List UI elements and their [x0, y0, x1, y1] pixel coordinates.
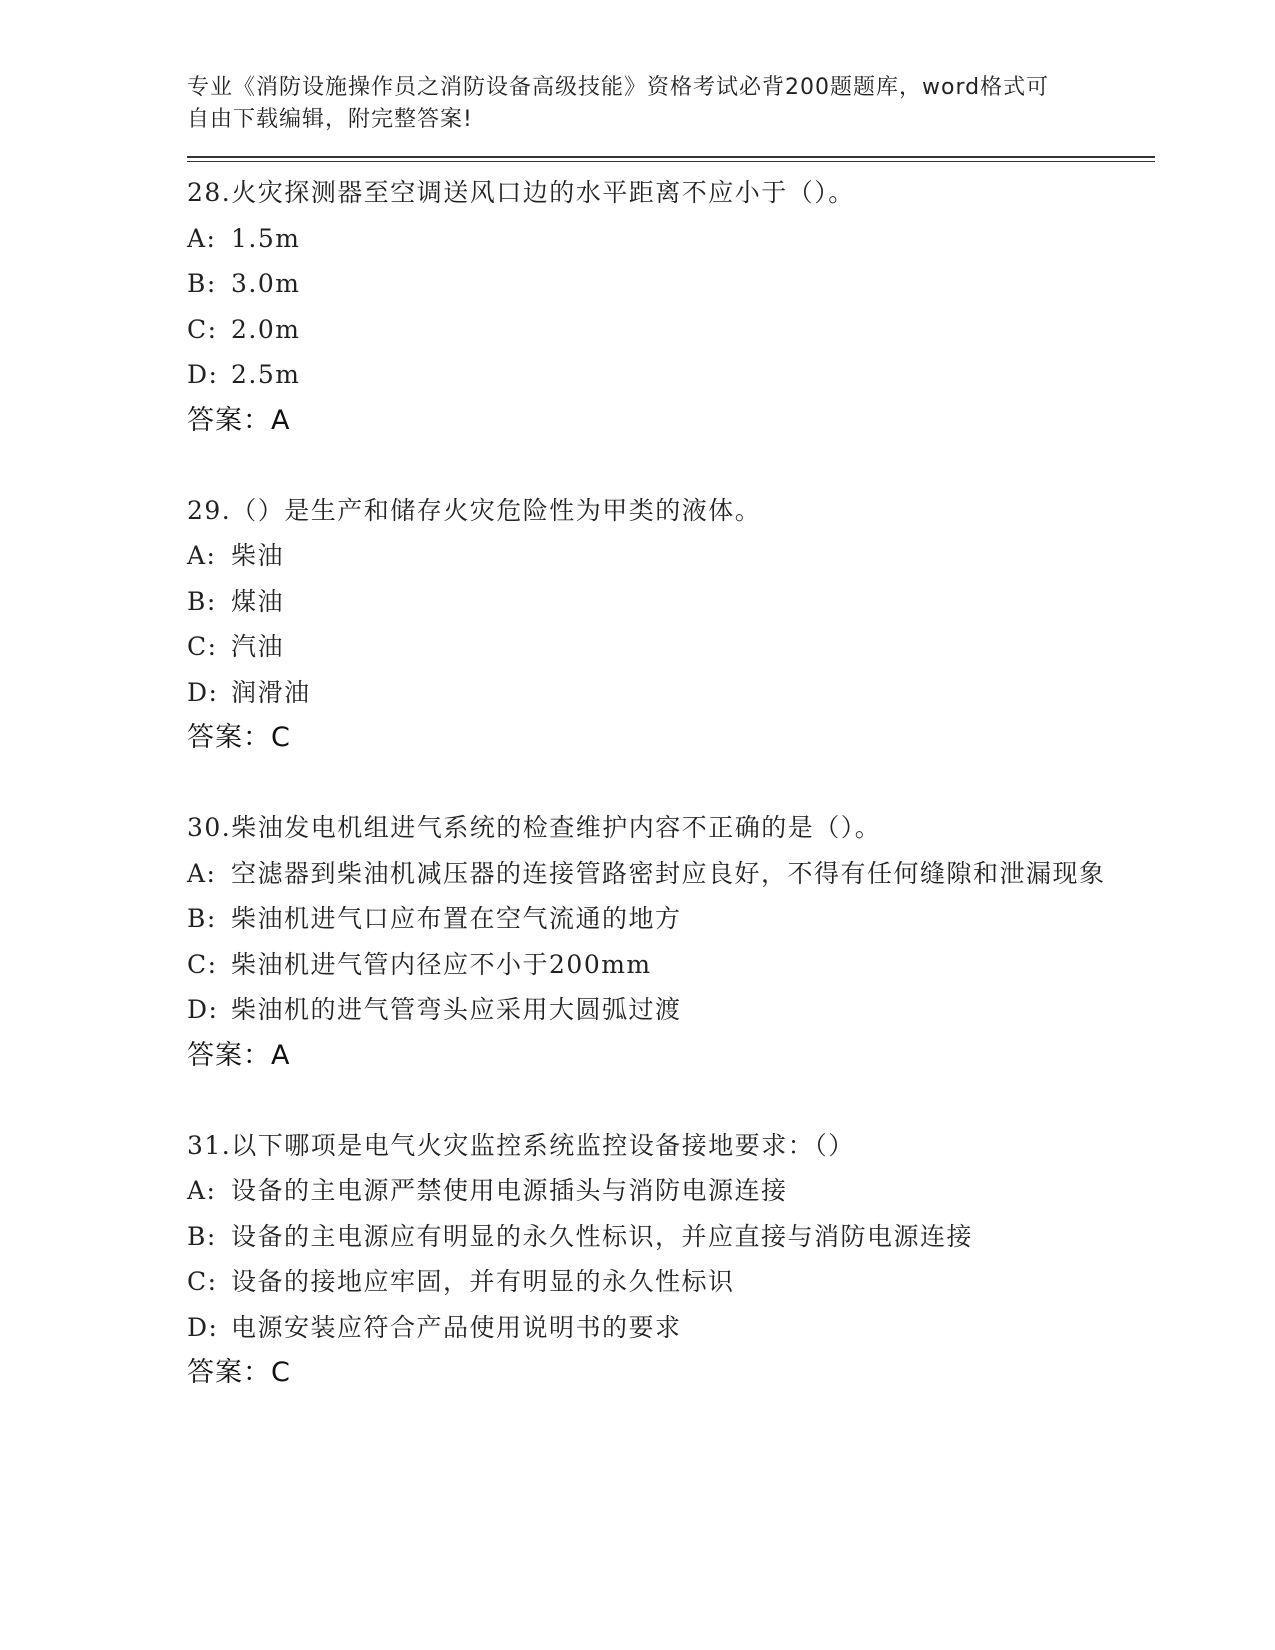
option-d	[187, 1305, 1155, 1351]
option-letter: A:	[187, 541, 217, 570]
option-letter: A:	[187, 1176, 217, 1205]
option-text: 柴油	[231, 541, 285, 570]
answer-line: 答案：A	[187, 404, 291, 436]
answer-line: 答案：C	[187, 722, 291, 753]
option-letter: A:	[187, 223, 217, 253]
option-b	[187, 1214, 1155, 1260]
option-text: 设备的主电源应有明显的永久性标识，并应直接与消防电源连接	[231, 1221, 974, 1251]
option-c	[187, 1259, 1155, 1305]
option-letter: D:	[187, 995, 219, 1024]
option-letter: D:	[187, 1312, 219, 1342]
option-letter: C:	[187, 314, 218, 344]
option-b	[187, 896, 1155, 942]
option-text: 3.0m	[231, 269, 301, 298]
document-header: 专业《消防设施操作员之消防设备高级技能》资格考试必背200题题库，word格式可自由下载编辑，附完整答案!	[187, 75, 1050, 132]
answer-line: 答案：A	[187, 1039, 291, 1071]
option-c	[187, 624, 1155, 670]
question-stem: 29.（）是生产和储存火灾危险性为甲类的液体。	[187, 495, 762, 525]
option-d	[187, 670, 1155, 716]
option-text: 空滤器到柴油机减压器的连接管路密封应良好，不得有任何缝隙和泄漏现象	[231, 858, 1106, 888]
question-28	[187, 170, 1155, 444]
question-stem: 30.柴油发电机组进气系统的检查维护内容不正确的是（）。	[187, 813, 882, 842]
option-text: 汽油	[231, 632, 285, 661]
option-text: 2.5m	[231, 360, 301, 389]
option-text: 1.5m	[231, 223, 301, 253]
question-stem: 28.火灾探测器至空调送风口边的水平距离不应小于（）。	[187, 178, 855, 207]
option-text: 润滑油	[231, 677, 311, 707]
option-letter: B:	[187, 269, 217, 298]
document-page	[187, 72, 1155, 1396]
option-letter: D:	[187, 677, 219, 707]
question-31	[187, 1123, 1155, 1397]
option-text: 设备的主电源严禁使用电源插头与消防电源连接	[231, 1176, 788, 1205]
option-letter: C:	[187, 949, 218, 979]
question-30	[187, 805, 1155, 1079]
header-divider	[187, 156, 1155, 162]
option-letter: B:	[187, 904, 217, 933]
option-a	[187, 216, 1155, 262]
option-d	[187, 987, 1155, 1033]
option-text: 电源安装应符合产品使用说明书的要求	[231, 1312, 682, 1342]
option-letter: C:	[187, 1267, 218, 1296]
option-text: 柴油机进气管内径应不小于200mm	[231, 949, 652, 979]
option-a	[187, 1168, 1155, 1214]
option-a	[187, 533, 1155, 579]
option-letter: C:	[187, 632, 218, 661]
option-letter: B:	[187, 586, 217, 616]
option-a	[187, 851, 1155, 897]
option-c	[187, 942, 1155, 988]
option-b	[187, 579, 1155, 625]
option-c	[187, 307, 1155, 353]
option-letter: D:	[187, 360, 219, 389]
option-d	[187, 352, 1155, 398]
option-text: 柴油机进气口应布置在空气流通的地方	[231, 904, 682, 933]
option-text: 2.0m	[231, 314, 301, 344]
option-text: 设备的接地应牢固，并有明显的永久性标识	[231, 1267, 735, 1296]
option-text: 柴油机的进气管弯头应采用大圆弧过渡	[231, 995, 682, 1024]
question-stem: 31.以下哪项是电气火灾监控系统监控设备接地要求：（）	[187, 1130, 855, 1160]
option-b	[187, 261, 1155, 307]
option-text: 煤油	[231, 586, 285, 616]
option-letter: A:	[187, 858, 217, 888]
question-29	[187, 488, 1155, 762]
answer-line: 答案：C	[187, 1357, 291, 1388]
option-letter: B:	[187, 1221, 217, 1251]
